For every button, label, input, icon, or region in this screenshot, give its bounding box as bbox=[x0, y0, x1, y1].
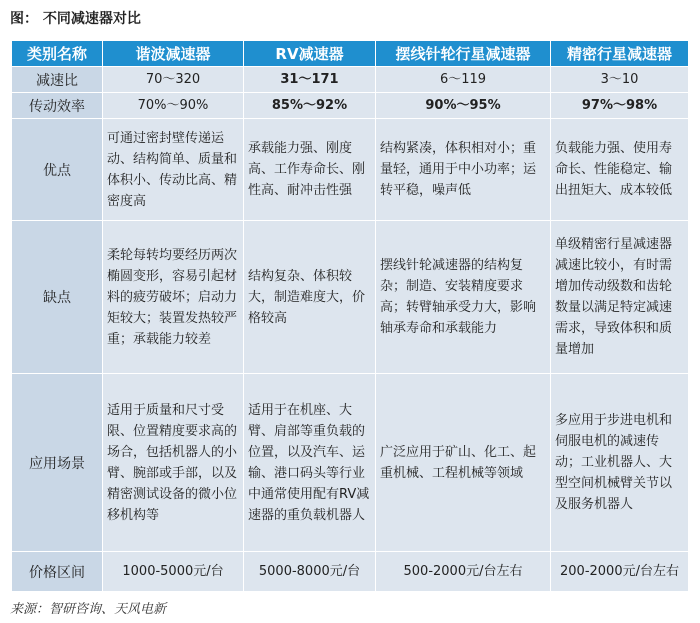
table-cell: 97%～98% bbox=[551, 93, 689, 119]
table-cell: 适用于在机座、大臂、肩部等重负载的位置，以及汽车、运输、港口码头等行业中通常使用配有RV减速器的重负载机器人 bbox=[244, 374, 376, 552]
table-row-ratio bbox=[12, 67, 689, 93]
table-cell: 柔轮每转均要经历两次椭圆变形，容易引起材料的疲劳破坏；启动力矩较大；装置发热较严重；承载能力较差 bbox=[103, 221, 244, 374]
table-cell: 6～119 bbox=[376, 67, 551, 93]
table-cell: 200-2000元/台左右 bbox=[551, 552, 689, 592]
table-cell: 5000-8000元/台 bbox=[244, 552, 376, 592]
table-header-row bbox=[12, 41, 689, 67]
table-cell: 85%～92% bbox=[244, 93, 376, 119]
table-row-efficiency bbox=[12, 93, 689, 119]
table-cell: 摆线针轮减速器的结构复杂；制造、安装精度要求高；转臂轴承受力大，影响轴承寿命和承载能力 bbox=[376, 221, 551, 374]
table-cell: 单级精密行星减速器减速比较小，有时需增加传动级数和齿轮数量以满足特定减速需求，导致体积和质量增加 bbox=[551, 221, 689, 374]
header-rv: RV减速器 bbox=[244, 41, 376, 67]
table-cell: 90%～95% bbox=[376, 93, 551, 119]
table-row-price bbox=[12, 552, 689, 592]
header-planetary: 精密行星减速器 bbox=[551, 41, 689, 67]
table-cell: 负载能力强、使用寿命长、性能稳定、输出扭矩大、成本较低 bbox=[551, 119, 689, 221]
row-label: 应用场景 bbox=[12, 374, 103, 552]
comparison-table bbox=[11, 40, 689, 592]
table-cell: 70～320 bbox=[103, 67, 244, 93]
figure-title: 图： 不同减速器对比 bbox=[10, 11, 141, 27]
row-label: 缺点 bbox=[12, 221, 103, 374]
table-cell: 可通过密封壁传递运动、结构简单、质量和体积小、传动比高、精密度高 bbox=[103, 119, 244, 221]
table-cell: 结构复杂、体积较大，制造难度大，价格较高 bbox=[244, 221, 376, 374]
table-cell: 70%～90% bbox=[103, 93, 244, 119]
table-row-applications bbox=[12, 374, 689, 552]
table-row-advantages bbox=[12, 119, 689, 221]
header-category: 类别名称 bbox=[12, 41, 103, 67]
source-note: 来源：智研咨询、天风电新 bbox=[10, 602, 167, 617]
table-cell: 结构紧凑，体积相对小；重量轻，通用于中小功率；运转平稳，噪声低 bbox=[376, 119, 551, 221]
row-label: 传动效率 bbox=[12, 93, 103, 119]
table-row-disadvantages bbox=[12, 221, 689, 374]
table-cell: 承载能力强、刚度高、工作寿命长、刚性高、耐冲击性强 bbox=[244, 119, 376, 221]
header-harmonic: 谐波减速器 bbox=[103, 41, 244, 67]
table-cell: 500-2000元/台左右 bbox=[376, 552, 551, 592]
row-label: 减速比 bbox=[12, 67, 103, 93]
row-label: 优点 bbox=[12, 119, 103, 221]
table-cell: 1000-5000元/台 bbox=[103, 552, 244, 592]
header-cycloid: 摆线针轮行星减速器 bbox=[376, 41, 551, 67]
table-cell: 多应用于步进电机和伺服电机的减速传动；工业机器人、大型空间机械臂关节以及服务机器人 bbox=[551, 374, 689, 552]
table-cell: 3～10 bbox=[551, 67, 689, 93]
table-cell: 适用于质量和尺寸受限、位置精度要求高的场合，包括机器人的小臂、腕部或手部，以及精密测试设备的微小位移机构等 bbox=[103, 374, 244, 552]
table-cell: 31～171 bbox=[244, 67, 376, 93]
row-label: 价格区间 bbox=[12, 552, 103, 592]
table-cell: 广泛应用于矿山、化工、起重机械、工程机械等领域 bbox=[376, 374, 551, 552]
